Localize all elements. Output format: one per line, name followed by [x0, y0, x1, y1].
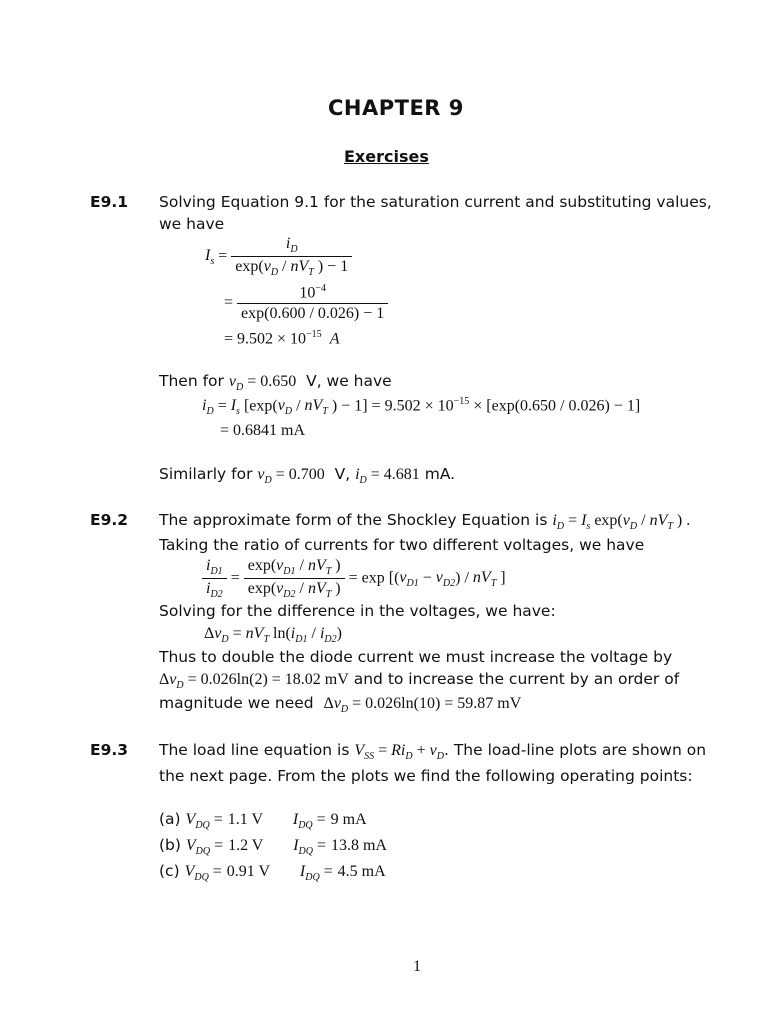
- e9-1-then-for-line: Then for $v_D = 0.650$ V, we have: [159, 372, 392, 394]
- e9-1-equation-is-result: = $9.502 \times 10^{-15}$ A: [224, 329, 340, 348]
- e9-1-equation-is-substitution: = $\frac{10^{-4}}{\exp(0.600 / 0.026) - 1}$: [224, 283, 388, 323]
- section-title: Exercises: [344, 147, 429, 166]
- e9-2-line-3: Solving for the difference in the voltages, we have:: [159, 602, 556, 620]
- operating-point-c: (c) $V_{DQ} = 0.91$ V $I_{DQ} = 4.5$ mA: [159, 862, 386, 884]
- e9-2-line-2: Taking the ratio of currents for two different voltages, we have: [159, 536, 645, 554]
- e9-1-intro-line-1: Solving Equation 9.1 for the saturation current and substituting values,: [159, 193, 712, 211]
- e9-2-line-6: magnitude we need $\Delta v_D = 0.026\ln(10) = 59.87$ mV: [159, 694, 522, 716]
- operating-point-b: (b) $V_{DQ} = 1.2$ V $I_{DQ} = 13.8$ mA: [159, 836, 387, 858]
- e9-3-line-1: The load line equation is $V_{SS} = Ri_D + v_D$. The load-line plots are shown on: [159, 741, 707, 763]
- e9-2-line-4: Thus to double the diode current we must increase the voltage by: [159, 648, 673, 666]
- e9-1-equation-is-definition: $I_s$ = $\frac{i_D}{\exp(v_D / nV_T ) - 1}$: [205, 235, 352, 278]
- e9-2-line-5: $\Delta v_D = 0.026\ln(2) = 18.02$ mV and to increase the current by an order of: [159, 670, 680, 692]
- e9-2-equation-delta-v: $\Delta v_D = nV_T$ $\ln(i_{D1} / i_{D2})$: [204, 625, 342, 646]
- e9-2-equation-ratio: $\frac{i_{D1}}{i_{D2}}$ = $\frac{\exp(v_{D1} / nV_T )}{\exp(v_{D2} / nV_T )}$ = $\exp [(v_{D1} - v_{D2}) / nV_T$ ]: [202, 557, 506, 600]
- exercise-label-e9-1: E9.1: [90, 193, 129, 211]
- e9-1-equation-id-result: = 0.6841 mA: [220, 422, 306, 439]
- e9-3-line-2: the next page. From the plots we find the following operating points:: [159, 767, 693, 785]
- operating-point-a: (a) $V_{DQ} = 1.1$ V $I_{DQ} = 9$ mA: [159, 810, 367, 832]
- page-number: 1: [413, 958, 421, 975]
- e9-1-equation-id: $i_D = I_s$ [$\exp(v_D / nV_T$ ) − $1] = 9.502 \times 10^{-15} \times [\exp(0.650 / 0.026) - 1]$: [202, 396, 641, 418]
- exercise-label-e9-2: E9.2: [90, 511, 129, 529]
- chapter-title: CHAPTER 9: [328, 96, 464, 120]
- e9-1-similarly-line: Similarly for $v_D = 0.700$ V, $i_D = 4.681$ mA.: [159, 465, 456, 487]
- e9-1-intro-line-2: we have: [159, 215, 225, 233]
- exercise-label-e9-3: E9.3: [90, 741, 129, 759]
- e9-2-line-1: The approximate form of the Shockley Equation is $i_D = I_s$ $\exp(v_D / nV_T$ ) .: [159, 511, 691, 533]
